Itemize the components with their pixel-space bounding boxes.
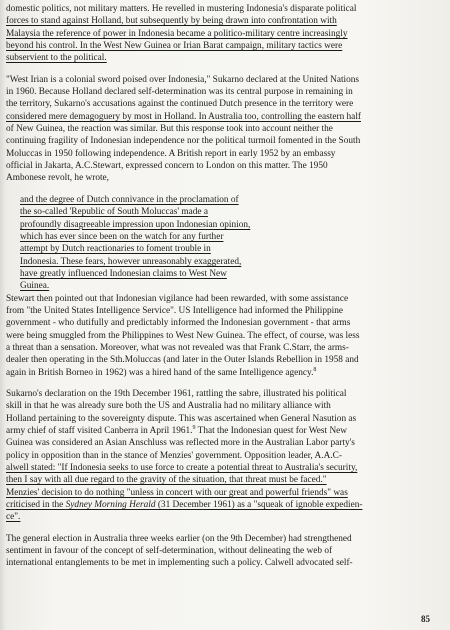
text-line: official in Jakarta, A.C.Stewart, expressed concern to London on this matter. The 1950 — [6, 161, 328, 172]
text-line: continuing fragility of Indonesian independence nor the political turmoil fomented in the South — [6, 136, 361, 147]
text-line: subservient to the political. — [6, 53, 107, 64]
line-segment: again in British Borneo in 1962) was a hired hand of the same Intelligence agency. — [6, 367, 314, 378]
paragraph-1 — [6, 3, 443, 65]
text-line: beyond his control. In the West New Guinea or Irian Barat campaign, military tactics were — [6, 41, 343, 52]
text-line: considered mere demagoguery by most in Holland. In Australia too, controlling the eastern half — [6, 111, 361, 122]
paragraph-4 — [6, 388, 443, 524]
quote-line: profoundly disagreeable impression upon Indonesian opinion, — [20, 219, 251, 230]
quote-line: Indonesia. These fears, however unreasonably exaggerated, — [20, 256, 242, 267]
line-segment: army chief of staff visited Canberra in April 1961. — [6, 426, 193, 436]
text-line — [6, 367, 443, 379]
text-line: were being smuggled from the Philippines to West New Guinea. The effect, of course, was less — [6, 330, 360, 341]
text-line: ce". — [6, 512, 21, 523]
text-line — [6, 499, 443, 511]
paragraph-2 — [6, 74, 443, 185]
paragraph-3 — [6, 293, 443, 379]
text-line: international entanglements to be met in implementing such a policy. Calwell advocated self- — [6, 558, 353, 569]
text-line: in 1960. Because Holland declared self-determination was its central purpose in remaining in — [6, 87, 353, 98]
page-number: 85 — [421, 614, 430, 624]
quote-line: have greatly influenced Indonesian claims to West New — [20, 268, 227, 279]
text-line: Sukarno's declaration on the 19th December 1961, rattling the sabre, illustrated his political — [6, 388, 347, 399]
quote-line: attempt by Dutch reactionaries to foment trouble in — [20, 244, 211, 255]
footnote-marker: 8 — [313, 366, 317, 373]
line-segment: That the Indonesian quest for West New — [195, 426, 347, 436]
quote-line: and the degree of Dutch connivance in the proclamation of — [20, 194, 239, 205]
quote-line: which has ever since been on the watch for any further — [20, 231, 224, 242]
newspaper-title: Sydney Morning Herald — [65, 500, 156, 511]
text-line: domestic politics, not military matters. He revelled in mustering Indonesia's disparate political — [6, 4, 357, 14]
line-segment: criticised in the — [6, 500, 66, 511]
text-line: then I say with all due regard to the gravity of the situation, that threat must be faced." — [6, 475, 327, 486]
text-line: Moluccas in 1950 following independence. A British report in early 1952 by an embassy — [6, 148, 336, 159]
text-line: from "the United States Intelligence Service". US Intelligence had informed the Philippine — [6, 305, 344, 316]
footnote-marker: 9 — [192, 424, 196, 431]
text-line: sentiment in favour of the concept of self-determination, without delineating the web of — [6, 546, 333, 557]
line-segment: (31 December 1961) as a "squeak of ignoble expedien- — [155, 500, 363, 511]
text-line: government - who dutifully and predictably informed the Indonesian government - that arms — [6, 318, 351, 329]
text-line: The general election in Australia three weeks earlier (on the 9th December) had strengthened — [6, 533, 352, 544]
text-line: skill in that he was already sure both the US and Australia had no military alliance with — [6, 401, 331, 412]
text-line: the territory, Sukarno's accusations against the continued Dutch presence in the territory were — [6, 99, 354, 110]
text-line: alwell stated: "If Indonesia seeks to use force to create a potential threat to Australia's security, — [6, 463, 358, 474]
text-line: Holland pertaining to the sovereignty dispute. This was ascertained when General Nasution as — [6, 413, 357, 424]
text-line: dealer then operating in the Sth.Moluccas (and later in the Outer Islands Rebellion in 1958 and — [6, 355, 359, 366]
text-line: a threat than a sensation. Moreover, what was not revealed was that Frank C.Starr, the arms- — [6, 342, 349, 353]
text-line: Guinea was considered an Asian Anschluss was reflected more in the Australian Labor party's — [6, 438, 355, 449]
block-quote — [20, 194, 295, 293]
text-line: Malaysia the reference of power in Indonesia became a politico-military centre increasingly — [6, 28, 348, 39]
text-line: "West Irian is a colonial sword poised over Indonesia," Sukarno declared at the United Nations — [6, 74, 360, 85]
quote-line: Guinea. — [20, 281, 50, 292]
text-line: Menzies' decision to do nothing "unless in concert with our great and powerful friends" was — [6, 487, 348, 498]
text-line: policy in opposition than in the stance of Menzies' government. Opposition leader, A.A.C- — [6, 450, 342, 461]
body-text — [6, 3, 443, 579]
text-line — [6, 425, 443, 437]
text-line: of New Guinea, the reaction was similar. But this response took into account neither the — [6, 124, 333, 135]
text-line: Stewart then pointed out that Indonesian vigilance had been rewarded, with some assistance — [6, 293, 349, 304]
text-line: Ambonese revolt, he wrote, — [6, 173, 110, 184]
text-line: forces to stand against Holland, but subsequently by being drawn into confrontation with — [6, 16, 337, 27]
quote-line: the so-called 'Republic of South Moluccas' made a — [20, 207, 208, 218]
paragraph-5 — [6, 533, 443, 570]
